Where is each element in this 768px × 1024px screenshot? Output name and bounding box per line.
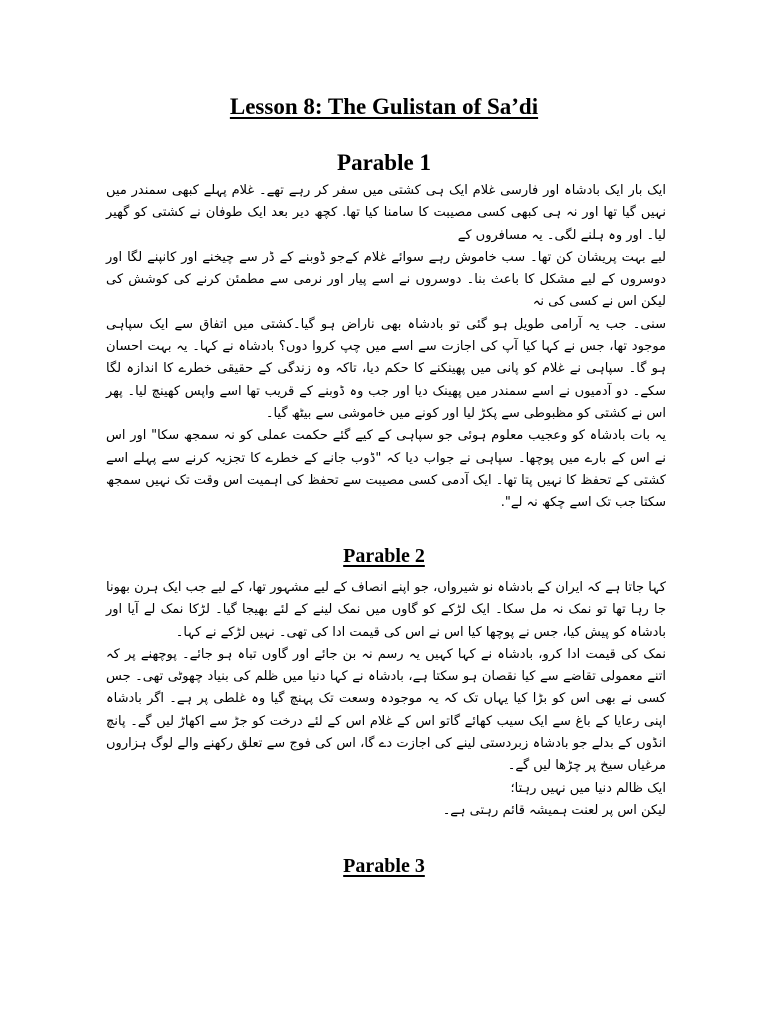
parable-1-text [106, 180, 666, 514]
parable-2-title: Parable 2 [343, 545, 425, 567]
parable-2-paragraph: کہا جاتا ہے کہ ایران کے بادشاہ نو شیرواں، جو اپنے انصاف کے لیے مشہور تھا، کے لیے جب ایک ہرن بھونا جا رہا تھا تو نمک نہ مل سکا۔ ایک لڑکے کو گاوں میں نمک لینے کے لئے بھیجا گیا۔ لڑکا نمک لے آیا اور بادشاہ کو پیش کیا، جس نے پوچھا کیا اس نے اس کی قیمت ادا کی تھی۔ نہیں لڑکے نے کہا۔ [106, 580, 666, 640]
parable-1-title: Parable 1 [337, 150, 431, 175]
parable-2-verse-line: لیکن اس پر لعنت ہمیشہ قائم رہتی ہے۔ [442, 802, 666, 818]
lesson-title: Lesson 8: The Gulistan of Sa’di [229, 94, 539, 119]
parable-1-paragraph: یہ بات بادشاہ کو وعجیب معلوم ہوئی جو سپاہی کے کیے گئے حکمت عملی کو نہ سمجھ سکا" اور اس نے اس کے بارے میں پوچھا۔ سپاہی نے جواب دیا کہ "ڈوب جانے کے خطرے کا تجزیہ کرنے سے پہلے اسے کشتی کے تحفظ کا نہیں پتا تھا۔ ایک آدمی کسی مصیبت سے تحفظ کی اہمیت اس وقت تک نہیں سمجھ سکتا جب تک اسے چکھ نہ لے". [106, 428, 666, 511]
parable-3-title: Parable 3 [343, 855, 425, 877]
parable-1-paragraph: لیے بہت پریشان کن تھا۔ سب خاموش رہے سوائے غلام کےجو ڈوبنے کے ڈر سے چیخنے اور کانپنے لگا اور دوسروں کے لیے مشکل کا باعث بنا۔ دوسروں نے اسے پیار اور نرمی سے مطمئن کرنے کی کوشش کی لیکن اس نے کسی کی نہ [106, 249, 666, 310]
parable-2-paragraph: نمک کی قیمت ادا کرو، بادشاہ نے کہا کہیں یہ رسم نہ بن جائے اور گاوں تباہ ہو جائے۔ پوچھنے پر کہ اتنے معمولی تقاضے سے کیا نقصان ہو سکتا ہے، بادشاہ نے کہا دنیا میں ظلم کی بنیاد چھوٹی تھی۔ جس کسی نے بھی اس کو بڑا کیا یہاں تک کہ یہ موجودہ وسعت تک پہنچ گیا وہ غلطی پر ہے۔ اگر بادشاہ اپنی رعایا کے باغ سے ایک سیب کھائے گاتو اس کے غلام اس کے لئے درخت کو جڑ سے اکھاڑ لیں گے۔ پانچ انڈوں کے بدلے جو بادشاہ زبردستی لینے کی اجازت دے گا، اس کی فوج سے تعلق رکھنے والے لوگ ہزاروں مرغیاں سیخ پر چڑھا لیں گے۔ [106, 646, 666, 774]
parable-2-verse-line: ایک ظالم دنیا میں نہیں رہتا؛ [510, 780, 666, 796]
parable-2-text [106, 577, 666, 822]
parable-1-paragraph: ایک بار ایک بادشاہ اور فارسی غلام ایک ہی کشتی میں سفر کر رہے تھے۔ غلام پہلے کبھی سمندر میں نہیں گیا تھا اور نہ ہی کبھی کسی مصیبت کا سامنا کیا تھا. کچھ دیر بعد ایک طوفان نے کشتی کو گھیر لیا۔ اور وہ ہلنے لگی۔ یہ مسافروں کے [106, 183, 666, 243]
parable-1-paragraph: سنی۔ جب یہ آرامی طویل ہو گئی تو بادشاہ بھی ناراض ہو گیا۔کشتی میں اتفاق سے ایک سپاہی موجود تھا، جس نے کہا کیا آپ کی اجازت سے اسے میں چپ کروا دوں؟ بادشاہ نے کہا۔ یہ بہت احسان ہو گا۔ سپاہی نے غلام کو پانی میں پھینکنے کا حکم دیا، تاکہ وہ زندگی کے حقیقی خطرے کا اندازہ لگا سکے۔ دو آدمیوں نے اسے سمندر میں پھینک دیا اور جب وہ ڈوبنے کے قریب تھا اسے واپس کھینچ لیا۔ پھر اس نے کشتی کو مظبوطی سے پکڑ لیا اور کونے میں خاموشی سے بیٹھ گیا۔ [106, 316, 666, 421]
